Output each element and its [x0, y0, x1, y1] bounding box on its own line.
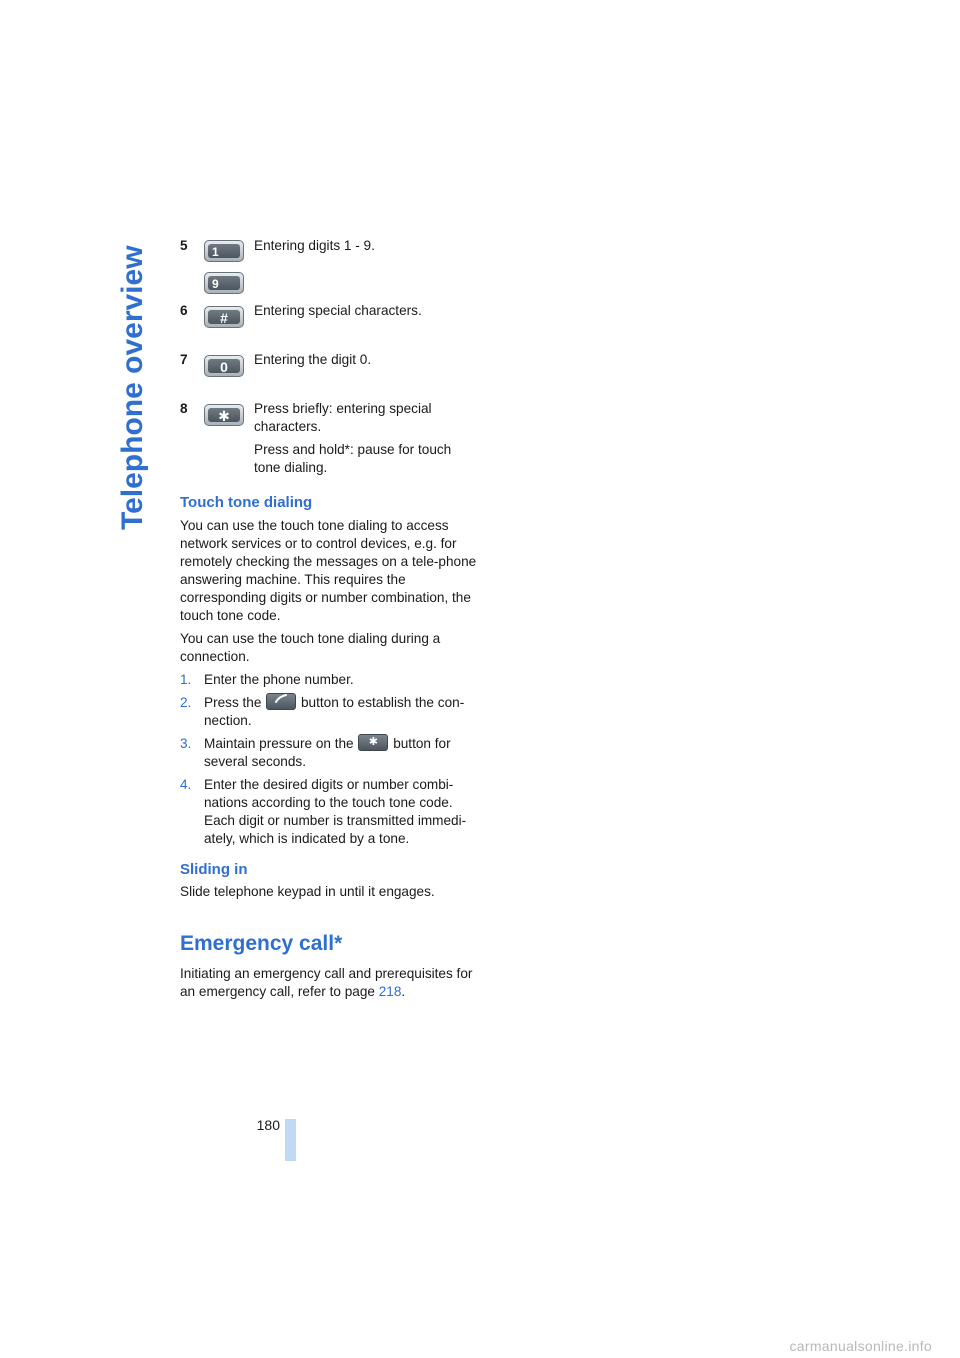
step-number: 3.	[180, 736, 192, 751]
key-9-wxyz-icon	[204, 272, 244, 306]
key-1-icon	[204, 240, 244, 262]
emergency-call-text: Initiating an emergency call and prerequisites for an emergency call, refer to page 218.	[180, 966, 473, 999]
touch-tone-section	[180, 494, 480, 853]
touch-tone-heading: Touch tone dialing	[180, 494, 313, 511]
step-item	[180, 776, 480, 848]
page-marker-bar	[285, 1119, 296, 1161]
key-0-icon	[204, 355, 244, 377]
touch-tone-para-2: You can use the touch tone dialing during a connection.	[180, 631, 441, 664]
item-number: 8	[180, 401, 188, 416]
star-key-icon: ✱	[358, 734, 388, 751]
item-description	[254, 400, 480, 482]
step-text-post: button for several seconds.	[204, 736, 451, 769]
desc-line: Entering special characters.	[254, 303, 422, 318]
desc-line: Entering the digit 0.	[254, 352, 372, 367]
step-text-post: button to establish the con-nection.	[204, 695, 465, 728]
page-218-link[interactable]: 218	[378, 984, 402, 999]
desc-line: Press briefly: entering special characters.	[254, 401, 432, 434]
key-hash-label: #	[208, 310, 240, 324]
item-number: 5	[180, 238, 188, 253]
touch-tone-steps	[180, 671, 480, 848]
key-star-label: ✱	[208, 408, 240, 422]
step-text: Enter the phone number.	[204, 672, 354, 687]
step-item	[180, 735, 480, 771]
desc-line: Entering digits 1 - 9.	[254, 238, 375, 253]
step-text-pre: Press the	[204, 695, 262, 710]
key-9-label: 9 WXYZ	[208, 276, 240, 290]
emergency-call-section	[180, 932, 480, 1006]
step-number: 4.	[180, 777, 192, 792]
item-description	[254, 237, 480, 260]
key-1-label: 1	[208, 244, 240, 258]
step-text: Enter the desired digits or number combi-nations according to the touch tone code. Each digit or number is transmitted immedi-ately, which is indicated by a tone.	[204, 777, 467, 846]
handset-icon-svg	[274, 694, 288, 704]
step-number: 1.	[180, 672, 192, 687]
phone-handset-key-icon	[266, 693, 296, 710]
item-description	[254, 351, 480, 374]
sliding-in-heading: Sliding in	[180, 861, 248, 878]
step-text-pre: Maintain pressure on the	[204, 736, 354, 751]
side-title-text: Telephone overview	[116, 245, 149, 530]
key-star-icon	[204, 404, 244, 426]
item-description	[254, 302, 480, 325]
sliding-in-section	[180, 861, 480, 906]
step-item	[180, 694, 480, 730]
key-0-label: 0	[208, 359, 240, 373]
emergency-call-heading: Emergency call*	[180, 932, 343, 955]
step-number: 2.	[180, 695, 192, 710]
sliding-in-text: Slide telephone keypad in until it engages.	[180, 884, 435, 899]
desc-line: Press and hold*: pause for touch tone dialing.	[254, 442, 452, 475]
key-hash-icon	[204, 306, 244, 328]
step-item	[180, 671, 480, 689]
touch-tone-para-1: You can use the touch tone dialing to access network services or to control devices, e.g. for remotely checking the messages on a tele-phone answering machine. This requires the corresponding digits or number combination, the touch tone code.	[180, 518, 477, 623]
watermark: carmanualsonline.info	[789, 1338, 932, 1354]
side-title-svg	[108, 230, 152, 530]
page-number: 180	[256, 1117, 280, 1133]
section-side-title	[108, 230, 152, 530]
item-number: 6	[180, 303, 188, 318]
item-number: 7	[180, 352, 188, 367]
